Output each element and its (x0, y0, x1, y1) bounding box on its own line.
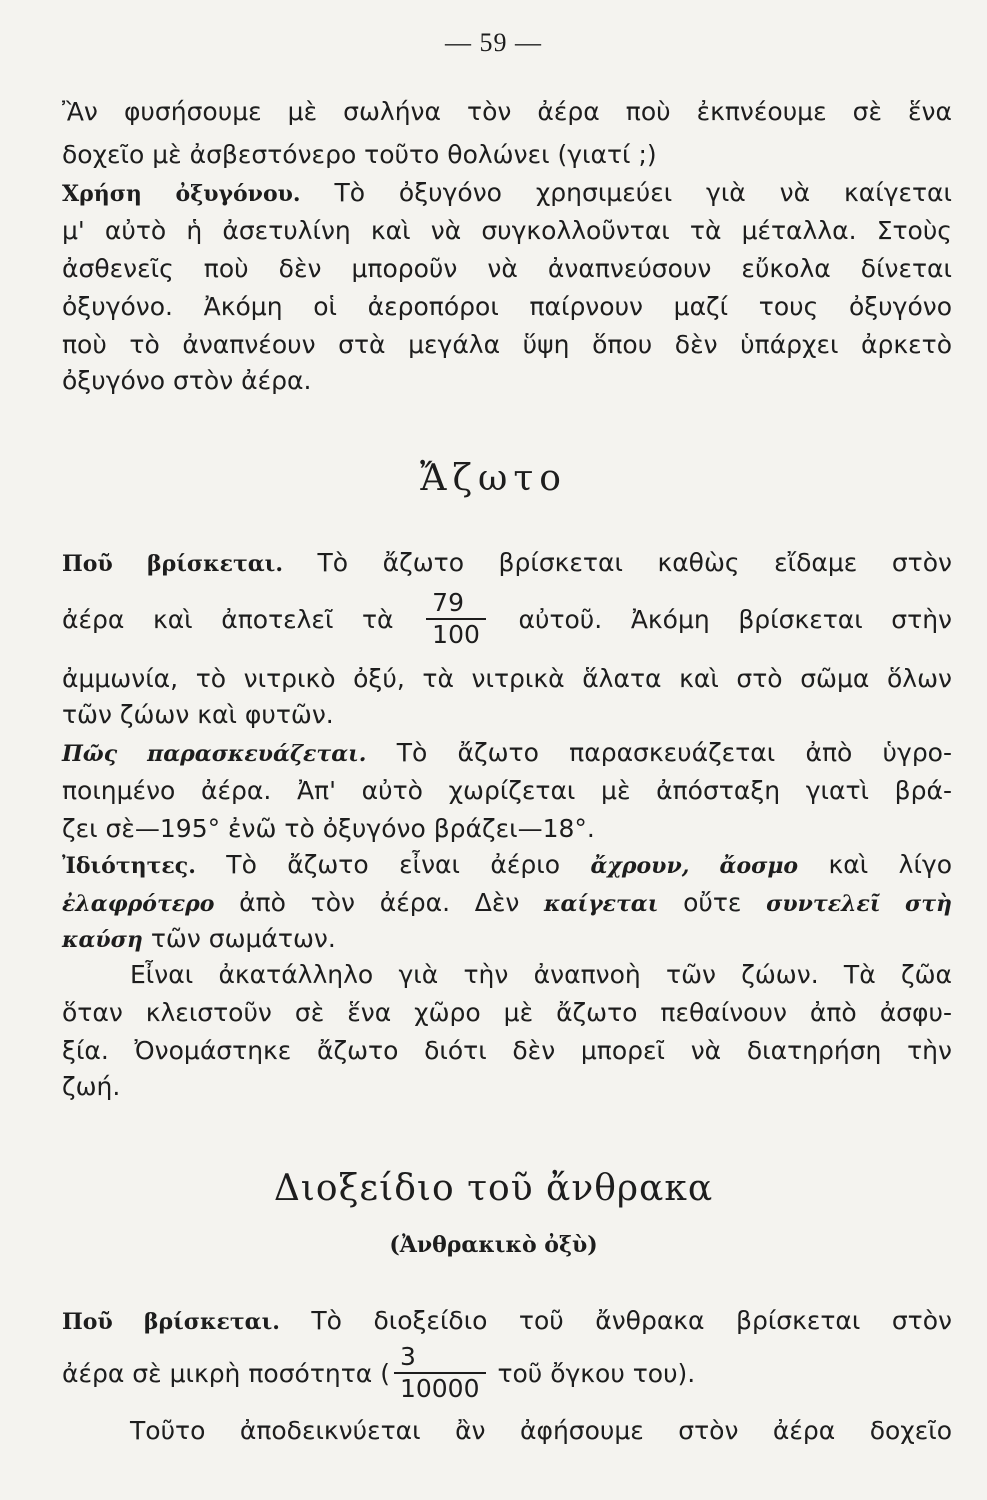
text-line (62, 922, 952, 957)
text-line: Ἂν φυσήσουμε μὲ σωλήνα τὸν ἀέρα ποὺ ἐκπνέουμε σὲ ἕνα (62, 97, 952, 126)
text-line (62, 736, 952, 771)
text-line: ἀσθενεῖς ποὺ δὲν μποροῦν νὰ ἀναπνεύσουν εὔκολα δίνεται (62, 254, 952, 283)
text-line: τῶν ζώων καὶ φυτῶν. (62, 700, 334, 729)
fraction-denominator: 10000 (394, 1372, 486, 1404)
section-heading: Ἄζωτο (420, 458, 567, 499)
fraction-numerator: 79 (432, 588, 464, 617)
text-span: καὶ λίγο (798, 850, 952, 879)
text-line: ἀμμωνία, τὸ νιτρικὸ ὀξύ, τὰ νιτρικὰ ἅλατα καὶ στὸ σῶμα ὅλων (62, 664, 952, 693)
text-line: ζει σὲ—195° ἐνῶ τὸ ὀξυγόνο βράζει—18°. (62, 814, 595, 843)
section-lead: Ποῦ βρίσκεται. (62, 551, 283, 577)
fraction-denominator: 100 (426, 618, 486, 650)
text-line: Εἶναι ἀκατάλληλο γιὰ τὴν ἀναπνοὴ τῶν ζώων. Τὰ ζῶα (130, 960, 952, 989)
section-lead: Ποῦ βρίσκεται. (62, 1309, 280, 1335)
section-lead: Πῶς παρασκευάζεται. (62, 741, 367, 767)
emphasis: καίγεται (544, 891, 659, 917)
text-span: Τὸ ἄζωτο βρίσκεται καθὼς εἴδαμε στὸν (282, 548, 952, 577)
text-line (62, 176, 952, 211)
emphasis: ἐλαφρότερο (62, 891, 215, 917)
text-line: ποὺ τὸ ἀναπνέουν στὰ μεγάλα ὕψη ὅπου δὲν ὑπάρχει ἀρκετὸ (62, 330, 952, 359)
text-line: ποιημένο ἀέρα. Ἀπ' αὐτὸ χωρίζεται μὲ ἀπόσταξη γιατὶ βρά- (62, 776, 952, 805)
emphasis: ἄχρουν, ἄοσμο (590, 853, 799, 879)
fraction (394, 1342, 486, 1404)
text-span: αὐτοῦ. Ἀκόμη βρίσκεται στὴν (518, 605, 953, 634)
emphasis: καύση (62, 927, 143, 953)
text-span: τοῦ ὄγκου του). (497, 1359, 696, 1388)
text-line: Τοῦτο ἀποδεικνύεται ἂν ἀφήσουμε στὸν ἀέρα δοχεῖο (130, 1416, 952, 1445)
text-line (62, 848, 952, 883)
text-line: ὅταν κλειστοῦν σὲ ἕνα χῶρο μὲ ἄζωτο πεθαίνουν ἀπὸ ἀσφυ- (62, 998, 952, 1027)
text-line: μ' αὐτὸ ἡ ἀσετυλίνη καὶ νὰ συγκολλοῦνται τὰ μέταλλα. Στοὺς (62, 216, 952, 245)
text-span: οὔτε (658, 888, 767, 917)
text-line: ζωή. (62, 1072, 121, 1101)
section-lead: Ἰδιότητες. (62, 853, 196, 879)
text-line: δοχεῖο μὲ ἀσβεστόνερο τοῦτο θολώνει (γιατί ;) (62, 140, 657, 169)
text-span: Τὸ διοξείδιο τοῦ ἄνθρακα βρίσκεται στὸν (279, 1306, 952, 1335)
text-span: ἀέρα καὶ ἀποτελεῖ τὰ (62, 605, 394, 634)
fraction-numerator: 3 (399, 1342, 416, 1371)
text-line (62, 1304, 952, 1339)
emphasis: συντελεῖ στὴ (766, 891, 952, 917)
text-line: ξία. Ὀνομάστηκε ἄζωτο διότι δὲν μπορεῖ νὰ διατηρήση τὴν (62, 1036, 952, 1065)
text-span: τῶν σωμάτων. (142, 924, 336, 953)
text-line (62, 1344, 952, 1404)
text-span: ἀπὸ τὸν ἀέρα. Δὲν (214, 888, 545, 917)
text-span: Τὸ ἄζωτο παρασκευάζεται ἀπὸ ὑγρο- (366, 738, 953, 767)
page-number: — 59 — (445, 28, 542, 57)
fraction (426, 588, 486, 650)
text-line (62, 546, 952, 581)
section-heading: Διοξείδιο τοῦ ἄνθρακα (273, 1168, 714, 1209)
text-span: Τὸ ἄζωτο εἶναι ἀέριο (195, 850, 591, 879)
section-subheading: (Ἀνθρακικὸ ὀξὺ) (389, 1232, 598, 1258)
section-lead: Χρήση ὀξυγόνου. (62, 181, 301, 207)
text-span: Τὸ ὀξυγόνο χρησιμεύει γιὰ νὰ καίγεται (300, 178, 952, 207)
text-line: ὀξυγόνο. Ἀκόμη οἱ ἀεροπόροι παίρνουν μαζί τους ὀξυγόνο (62, 292, 952, 321)
text-line (62, 590, 952, 650)
text-span: ἀέρα σὲ μικρὴ ποσότητα ( (62, 1359, 390, 1388)
text-line (62, 886, 952, 921)
text-line: ὀξυγόνο στὸν ἀέρα. (62, 366, 312, 395)
